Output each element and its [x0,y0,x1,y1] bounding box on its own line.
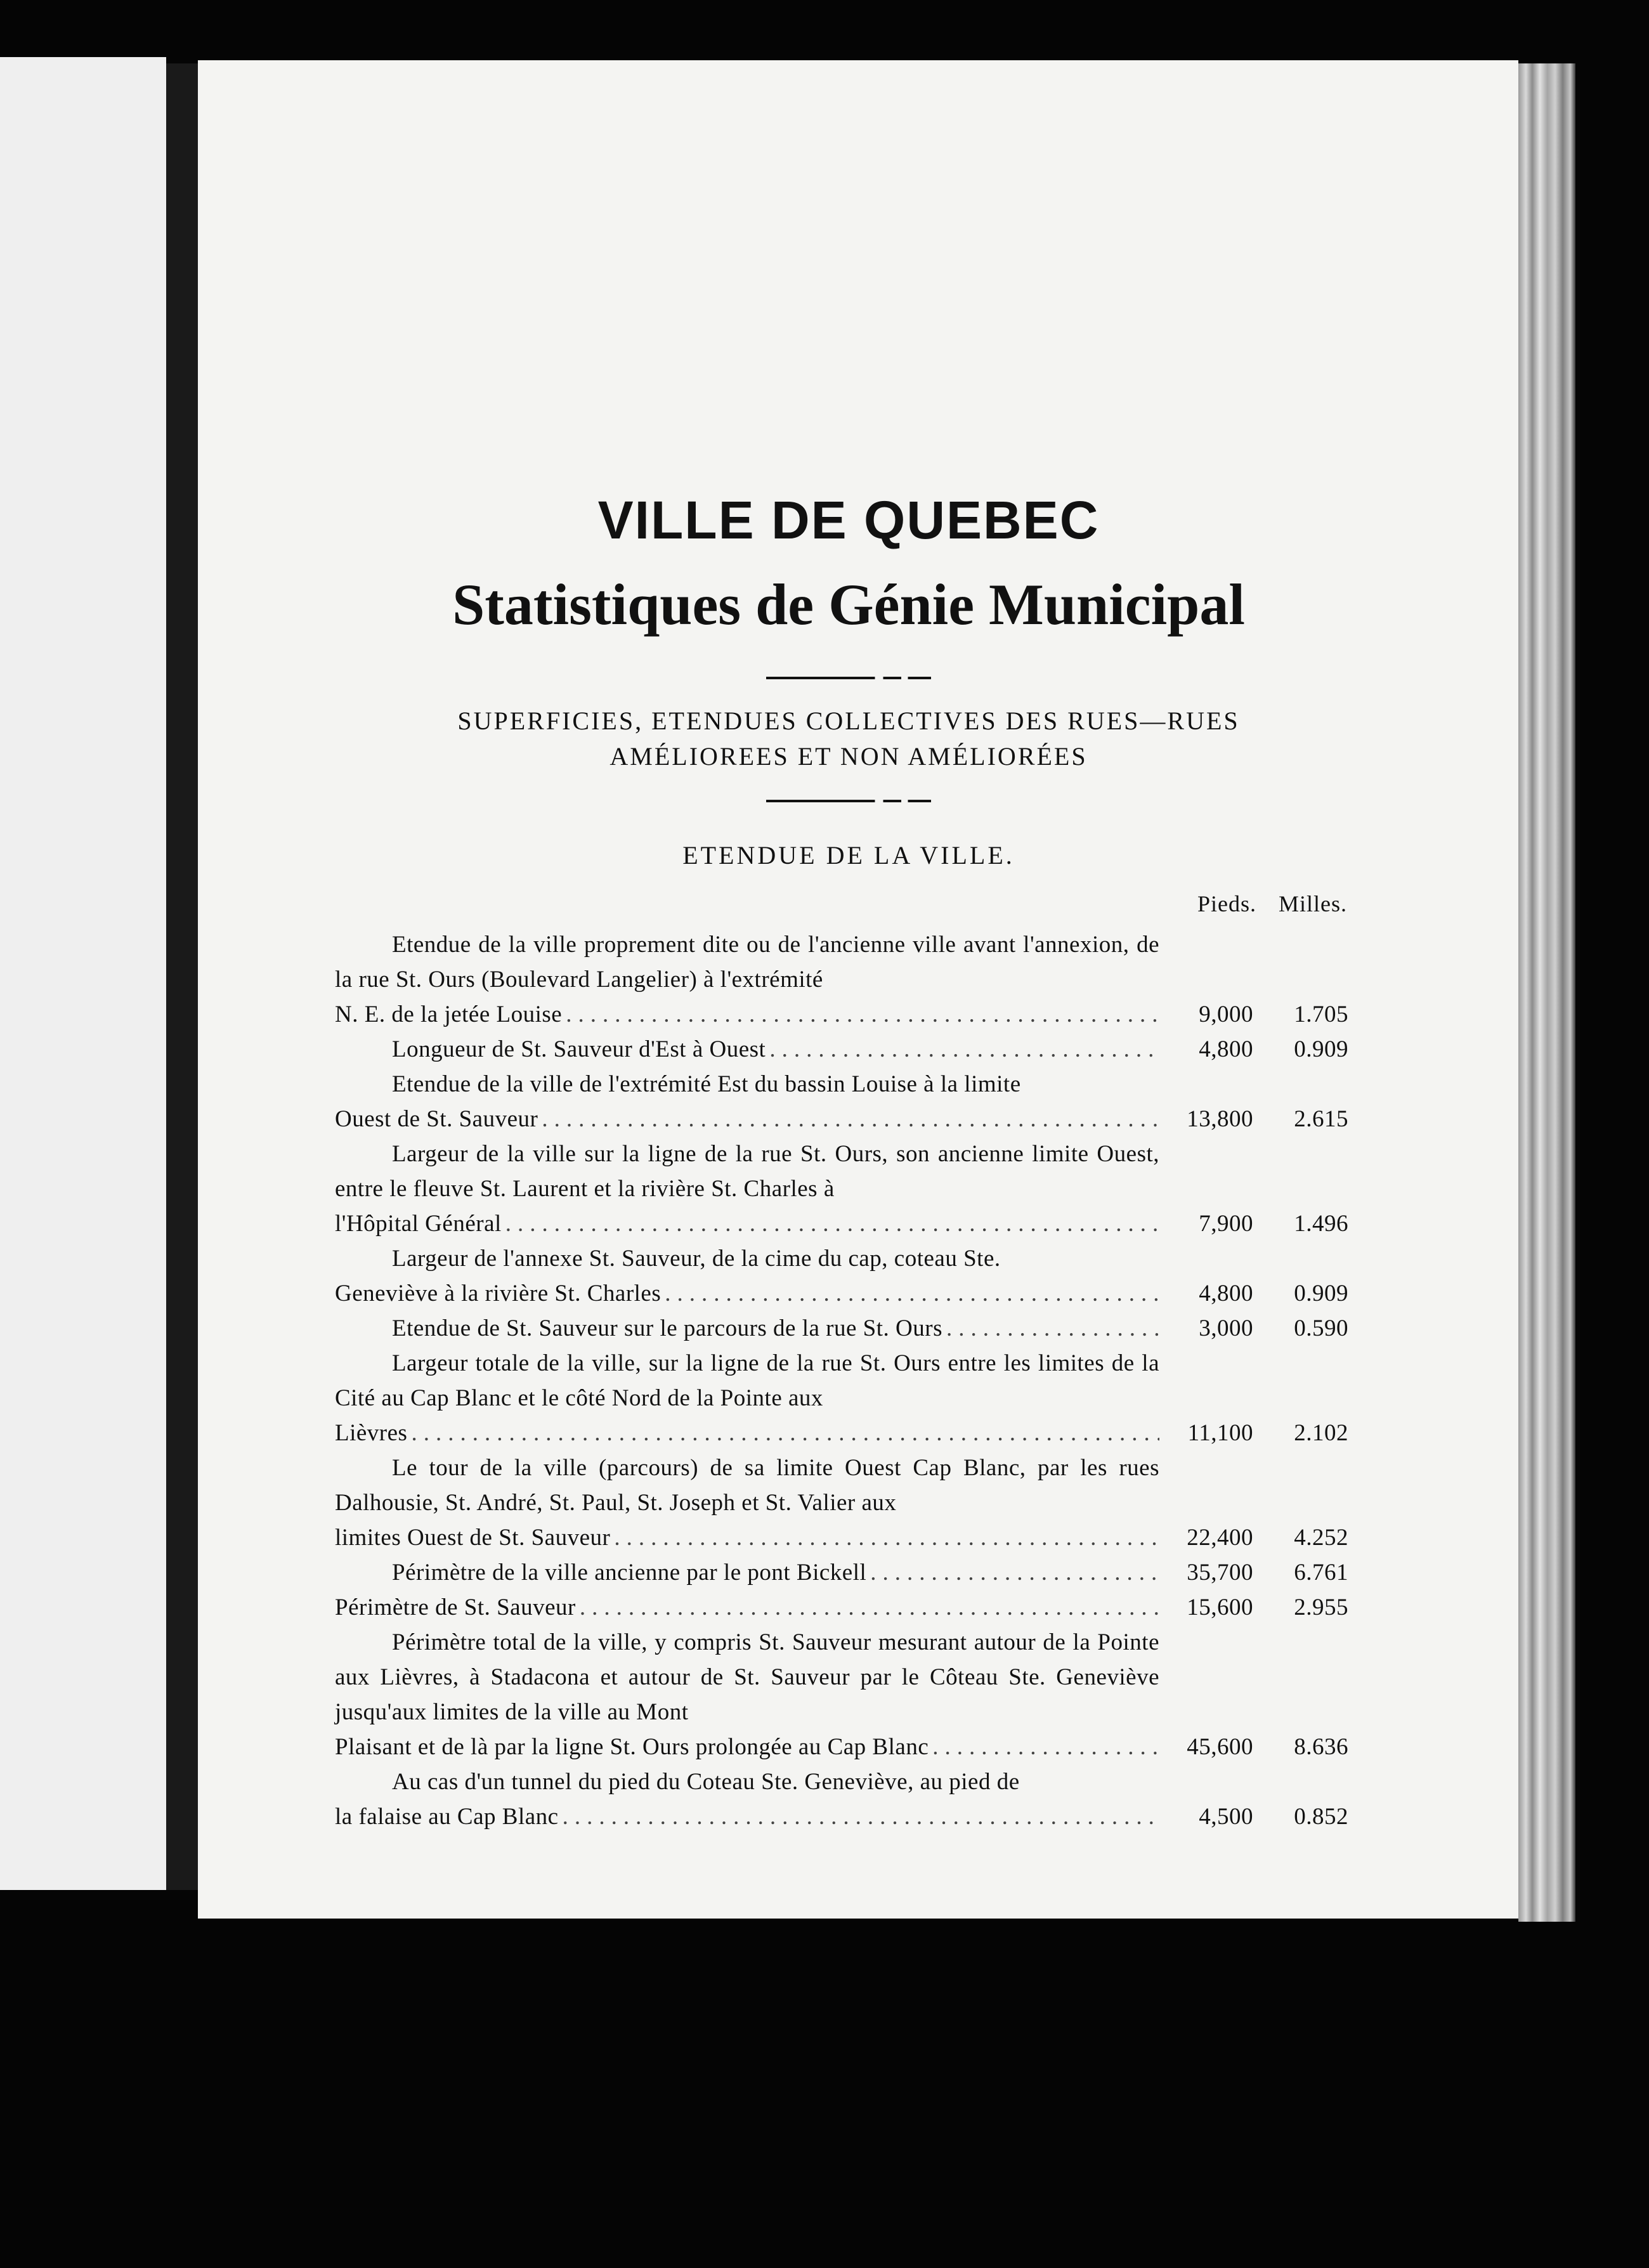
value-milles: 6.761 [1294,1560,1348,1586]
entry-text: Etendue de la ville de l'extrémité Est du bassin Louise à la limite [392,1071,1021,1097]
value-pieds: 45,600 [1187,1734,1253,1760]
entry-last-text: Périmètre de St. Sauveur [335,1594,576,1620]
dot-leader [563,1799,1159,1834]
page-content [335,485,1362,1834]
dot-leader [411,1416,1159,1450]
value-milles: 0.852 [1294,1804,1348,1830]
value-pieds: 4,800 [1199,1036,1253,1062]
divider-rule [766,800,931,802]
value-milles: 0.590 [1294,1315,1348,1341]
dot-leader [946,1311,1159,1346]
list-item [335,927,1348,1032]
entry-last-line [335,1555,1159,1590]
list-item [335,1137,1348,1241]
list-item [335,1067,1348,1137]
entry-last-text: Longueur de St. Sauveur d'Est à Ouest [392,1036,766,1062]
section-heading [335,703,1362,774]
value-milles: 2.102 [1294,1420,1348,1446]
entry-last-text: Etendue de St. Sauveur sur le parcours de la rue St. Ours [392,1315,942,1341]
entry-last-line [335,1590,1159,1625]
facing-page [0,57,166,1890]
value-pieds: 9,000 [1199,1001,1253,1027]
entry-last-line [335,1032,1159,1067]
value-pieds: 4,500 [1199,1804,1253,1830]
entry-last-line [335,1799,1159,1834]
page-subtitle: Statistiques de Génie Municipal [452,572,1245,637]
page-title: VILLE DE QUEBEC [597,490,1100,550]
entry-last-line [335,997,1159,1032]
column-header-milles: Milles. [1279,891,1348,916]
list-item [335,1346,1348,1450]
value-pieds: 35,700 [1187,1560,1253,1586]
list-item [335,1625,1348,1764]
entry-last-text: la falaise au Cap Blanc [335,1804,559,1830]
entry-text: Largeur de la ville sur la ligne de la rue St. Ours, son ancienne limite Ouest, entre le fleuve St. Laurent et la rivière St. Charles à [335,1141,1159,1202]
entry-last-line [335,1311,1159,1346]
sub-heading: ETENDUE DE LA VILLE. [682,841,1015,870]
value-milles: 0.909 [1294,1036,1348,1062]
list-item [335,1590,1348,1625]
divider-rule [766,677,931,679]
value-milles: 1.496 [1294,1211,1348,1237]
value-pieds: 11,100 [1187,1420,1253,1446]
value-milles: 1.705 [1294,1001,1348,1027]
entry-text: Périmètre total de la ville, y compris St. Sauveur mesurant autour de la Pointe aux Lièvres, à Stadacona et autour de St. Sauveur par le Côteau Ste. Geneviève jusqu'aux limites de la ville au Mont [335,1629,1159,1725]
entry-last-line [335,1102,1159,1137]
list-item [335,1450,1348,1555]
entry-text: Largeur de l'annexe St. Sauveur, de la cime du cap, coteau Ste. [392,1246,1001,1272]
dot-leader [932,1730,1159,1764]
entry-last-text: Plaisant et de là par la ligne St. Ours prolongée au Cap Blanc [335,1734,929,1760]
entry-last-line [335,1520,1159,1555]
entry-text: Le tour de la ville (parcours) de sa limite Ouest Cap Blanc, par les rues Dalhousie, St. André, St. Paul, St. Joseph et St. Valier aux [335,1455,1159,1516]
entry-last-text: Ouest de St. Sauveur [335,1106,538,1132]
entry-last-text: l'Hôpital Général [335,1211,502,1237]
page-edges [1518,63,1575,1922]
dot-leader [614,1520,1159,1555]
entry-text: Au cas d'un tunnel du pied du Coteau Ste. Geneviève, au pied de [392,1769,1020,1795]
section-heading-line-1: SUPERFICIES, ETENDUES COLLECTIVES DES RUES—RUES [457,707,1240,735]
value-milles: 2.955 [1294,1594,1348,1620]
column-header-pieds: Pieds. [1197,891,1257,916]
value-pieds: 7,900 [1199,1211,1253,1237]
dot-leader [665,1276,1159,1311]
value-pieds: 22,400 [1187,1525,1253,1551]
dot-leader [580,1590,1159,1625]
dot-leader [769,1032,1159,1067]
entry-last-text: Geneviève à la rivière St. Charles [335,1281,662,1307]
value-pieds: 3,000 [1199,1315,1253,1341]
value-pieds: 4,800 [1199,1281,1253,1307]
list-item [335,1311,1348,1346]
value-milles: 4.252 [1294,1525,1348,1551]
entry-text: Largeur totale de la ville, sur la ligne de la rue St. Ours entre les limites de la Cité au Cap Blanc et le côté Nord de la Pointe aux [335,1350,1159,1411]
value-milles: 0.909 [1294,1281,1348,1307]
value-pieds: 15,600 [1187,1594,1253,1620]
dot-leader [542,1102,1159,1137]
entry-last-line [335,1730,1159,1764]
entries-list [335,927,1362,1834]
entry-last-line [335,1276,1159,1311]
list-item [335,1032,1348,1067]
value-pieds: 13,800 [1187,1106,1253,1132]
entry-last-text: Périmètre de la ville ancienne par le pont Bickell [392,1560,867,1586]
list-item [335,1555,1348,1590]
column-headers [335,890,1362,927]
entry-last-line [335,1206,1159,1241]
dot-leader [870,1555,1159,1590]
entry-last-text: limites Ouest de St. Sauveur [335,1525,611,1551]
dot-leader [505,1206,1159,1241]
book-gutter [166,63,198,1890]
value-milles: 8.636 [1294,1734,1348,1760]
value-milles: 2.615 [1294,1106,1348,1132]
list-item [335,1241,1348,1311]
dot-leader [566,997,1159,1032]
entry-last-text: Lièvres [335,1420,408,1446]
list-item [335,1764,1348,1834]
entry-last-text: N. E. de la jetée Louise [335,1001,563,1027]
entry-text: Etendue de la ville proprement dite ou de l'ancienne ville avant l'annexion, de la rue St. Ours (Boulevard Langelier) à l'extrémité [335,932,1159,993]
entry-last-line [335,1416,1159,1450]
section-heading-line-2: AMÉLIOREES ET NON AMÉLIORÉES [609,742,1088,771]
